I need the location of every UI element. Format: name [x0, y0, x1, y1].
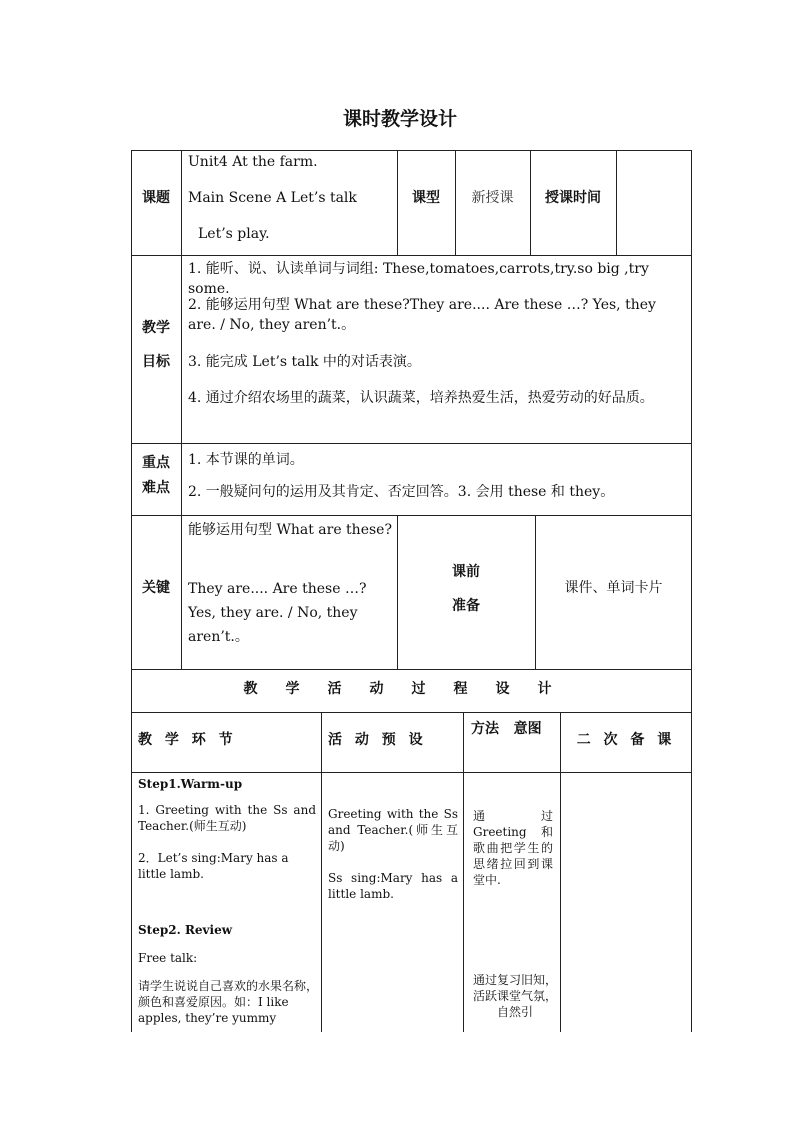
row-divider [131, 772, 692, 773]
lesson-line-2: Main Scene A Let’s talk [188, 190, 357, 206]
col-divider [397, 515, 398, 669]
col-divider [181, 150, 182, 669]
header-activity: 活 动 预 设 [328, 732, 427, 748]
prep-label-1: 课前 [452, 564, 480, 580]
header-revision: 二 次 备 课 [576, 732, 676, 748]
row-divider [131, 712, 692, 713]
intent-1: 通过 Greeting 和歌曲把学生的思绪拉回到课堂中. [473, 809, 553, 887]
col-divider [616, 150, 617, 255]
goals-label-1: 教学 [142, 320, 170, 336]
lesson-line-3: Let’s play. [198, 226, 270, 242]
focus-item-1: 1. 本节课的单词。 [188, 452, 304, 468]
focus-label-2: 难点 [142, 480, 170, 496]
intent-2: 通过复习旧知，活跃课堂气氛，自然引 [473, 973, 558, 1019]
step1-item-1: 1. Greeting with the Ss and Teacher.(师生互动) [138, 803, 316, 833]
key-label: 关键 [142, 580, 170, 596]
step2-text: 请学生说说自己喜欢的水果名称，颜色和喜爱原因。如：I like apples, they’re yummy [138, 979, 319, 1025]
col-divider [321, 712, 322, 1032]
step2-free-talk: Free talk: [138, 951, 198, 965]
goal-item-4: 4. 通过介绍农场里的蔬菜，认识蔬菜，培养热爱生活，热爱劳动的好品质。 [188, 390, 654, 406]
row-divider [131, 255, 692, 256]
col-divider [463, 712, 464, 1032]
row-divider [131, 515, 692, 516]
step1-item-2: 2．Let’s sing:Mary has a little lamb. [138, 851, 289, 881]
focus-item-2: 2. 一般疑问句的运用及其肯定、否定回答。3. 会用 these 和 they。 [188, 484, 615, 500]
goal-item-3: 3. 能完成 Let’s talk 中的对话表演。 [188, 354, 421, 370]
process-banner: 教学活动过程设计 [243, 681, 580, 697]
page-title: 课时教学设计 [342, 108, 457, 130]
activity-2: Ss sing:Mary has a little lamb. [328, 871, 458, 901]
time-label: 授课时间 [545, 190, 601, 206]
prep-value: 课件、单词卡片 [564, 580, 663, 596]
row-divider [131, 443, 692, 444]
prep-label-2: 准备 [452, 598, 480, 614]
lesson-label: 课题 [142, 190, 170, 206]
lesson-line-1: Unit4 At the farm. [188, 154, 318, 170]
step2-title: Step2. Review [138, 923, 233, 937]
focus-label-1: 重点 [142, 455, 170, 471]
type-value: 新授课 [471, 190, 514, 206]
col-divider [560, 712, 561, 1032]
header-teaching-step: 教 学 环 节 [138, 732, 237, 748]
row-divider [131, 669, 692, 670]
type-label: 课型 [412, 190, 440, 206]
key-text-1: 能够运用句型 What are these? [188, 522, 392, 538]
goals-label-2: 目标 [142, 354, 170, 370]
goal-item-2: 2. 能够运用句型 What are these?They are.... Are these …? Yes, they are. / No, they aren’t.。 [188, 297, 656, 333]
header-method-intent: 方法 意图 [471, 721, 542, 737]
step1-title: Step1.Warm-up [138, 777, 243, 791]
goal-item-1: 1. 能听、说、认读单词与词组: These,tomatoes,carrots,try.so big ,try some. [188, 261, 649, 297]
activity-1: Greeting with the Ss and Teacher.(师生互动) [328, 807, 458, 853]
key-text-2: They are.... Are these …? Yes, they are. / No, they aren’t.。 [188, 581, 367, 645]
